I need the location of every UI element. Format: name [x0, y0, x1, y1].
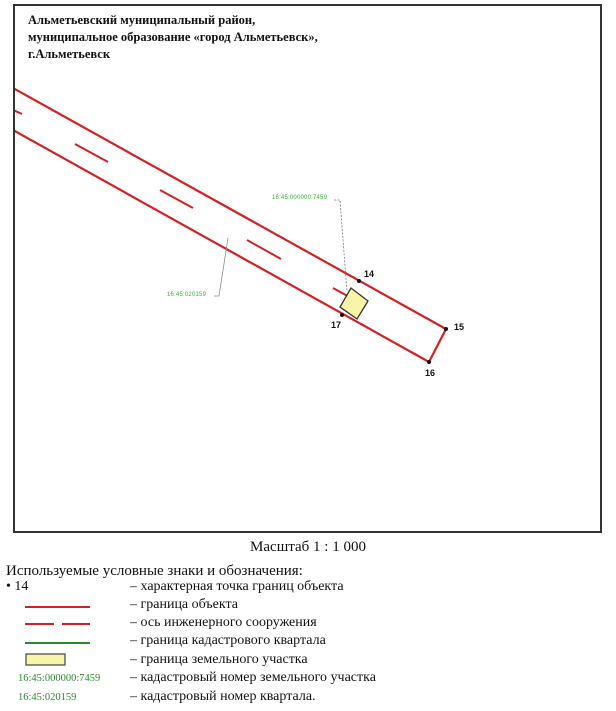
legend-item-object-boundary — [6, 596, 616, 613]
header-line-1: Альметьевский муниципальный район, — [28, 13, 256, 27]
object-boundary — [13, 88, 446, 362]
legend-item-engineering-axis — [6, 614, 616, 631]
parcel-leader-line — [334, 200, 347, 292]
point-label-15: 15 — [454, 322, 465, 332]
legend-item-quarter-code — [6, 688, 616, 705]
legend-desc: – граница кадастрового квартала — [130, 633, 326, 648]
legend-desc: – граница земельного участка — [130, 652, 308, 667]
quarter-code-label: 16:45:020159 — [167, 292, 207, 298]
solid-red-line-icon — [6, 596, 126, 613]
yellow-rectangle-icon — [6, 651, 126, 668]
point-label-14: 14 — [364, 269, 375, 279]
header-line-2: муниципальное образование «город Альметьевск», — [28, 30, 318, 44]
legend-desc: – характерная точка границ объекта — [130, 579, 344, 594]
legend-item-quarter-boundary — [6, 632, 616, 649]
engineering-axis — [13, 110, 353, 299]
legend-item-parcel-code — [6, 669, 616, 686]
header-line-3: г.Альметьевск — [28, 47, 111, 61]
legend-point-symbol: • 14 — [6, 579, 29, 594]
scale-label: Масштаб 1 : 1 000 — [250, 539, 366, 555]
legend-desc: – кадастровый номер квартала. — [130, 689, 316, 704]
legend-desc: – граница объекта — [130, 597, 238, 612]
point-label-17: 17 — [331, 320, 342, 330]
legend-item-parcel-boundary — [6, 651, 616, 668]
legend-desc: – ось инженерного сооружения — [130, 615, 317, 630]
legend-title: Используемые условные знаки и обозначения: — [6, 563, 303, 579]
solid-green-line-icon — [6, 632, 126, 649]
dashed-red-line-icon — [6, 614, 126, 631]
point-label-16: 16 — [425, 368, 436, 378]
legend-item-point — [6, 578, 616, 595]
legend-parcel-code-sample: 16:45:000000:7459 — [18, 673, 101, 684]
legend-desc: – кадастровый номер земельного участка — [130, 670, 376, 685]
legend-quarter-code-sample: 16:45:020159 — [18, 692, 77, 703]
parcel-code-label: 16:45:000000:7459 — [272, 195, 328, 201]
